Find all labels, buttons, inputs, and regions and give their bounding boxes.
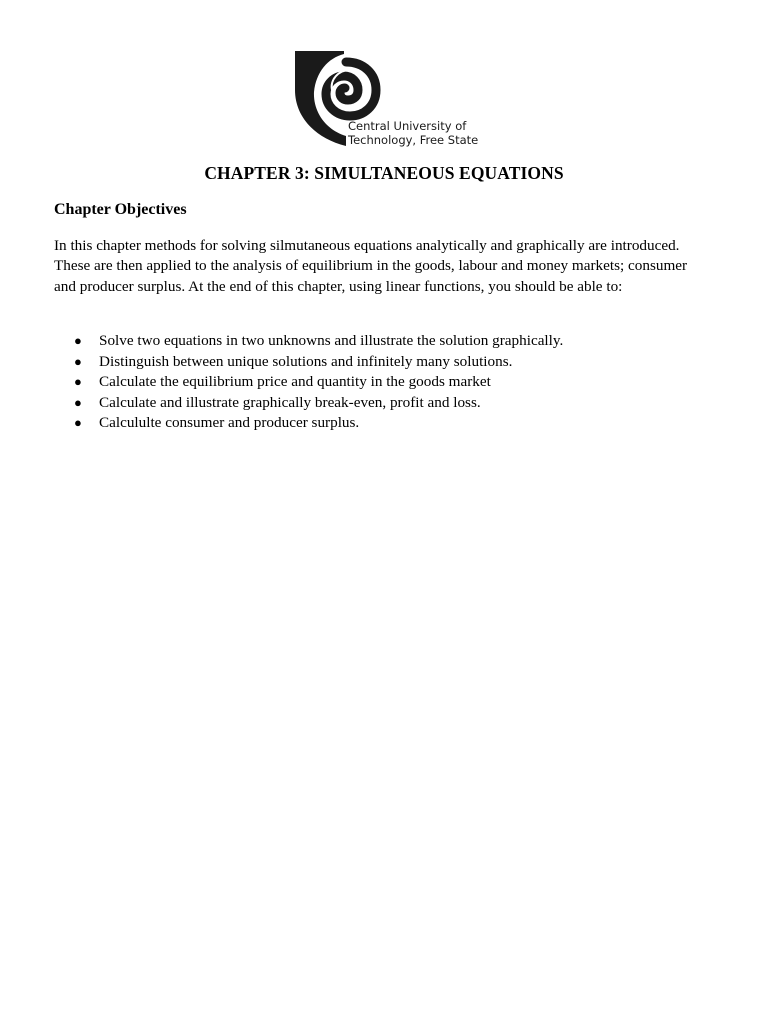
objectives-list bbox=[54, 331, 714, 434]
cut-logo-icon bbox=[292, 50, 482, 150]
intro-paragraph: In this chapter methods for solving silmutaneous equations analytically and graphically are introduced. These are then applied to the analysis of equilibrium in the goods, labour and money markets; consumer and producer surplus. At the end of this chapter, using linear functions, you should be able to: bbox=[54, 237, 688, 295]
bullet-icon: ● bbox=[74, 353, 82, 369]
section-heading: Chapter Objectives bbox=[54, 201, 187, 218]
bullet-icon: ● bbox=[74, 374, 82, 389]
list-item bbox=[54, 331, 714, 352]
list-item-text: Distinguish between unique solutions and infinitely many solutions. bbox=[99, 352, 513, 370]
list-item bbox=[54, 352, 714, 373]
list-item-text: Calcululte consumer and producer surplus. bbox=[99, 414, 360, 431]
bullet-icon: ● bbox=[74, 415, 82, 430]
list-item bbox=[54, 372, 714, 393]
bullet-icon: ● bbox=[74, 333, 82, 348]
bullet-icon: ● bbox=[74, 394, 82, 410]
list-item-text: Calculate and illustrate graphically break-even, profit and loss. bbox=[99, 393, 481, 411]
svg-text:Technology, Free State: Technology, Free State bbox=[348, 133, 479, 147]
list-item-text: Solve two equations in two unknowns and illustrate the solution graphically. bbox=[99, 332, 564, 349]
svg-text:Central University of: Central University of bbox=[348, 119, 467, 133]
university-logo bbox=[292, 50, 482, 150]
list-item bbox=[54, 413, 714, 434]
list-item-text: Calculate the equilibrium price and quantity in the goods market bbox=[99, 373, 491, 390]
list-item bbox=[54, 393, 714, 414]
chapter-title: CHAPTER 3: SIMULTANEOUS EQUATIONS bbox=[204, 163, 564, 183]
